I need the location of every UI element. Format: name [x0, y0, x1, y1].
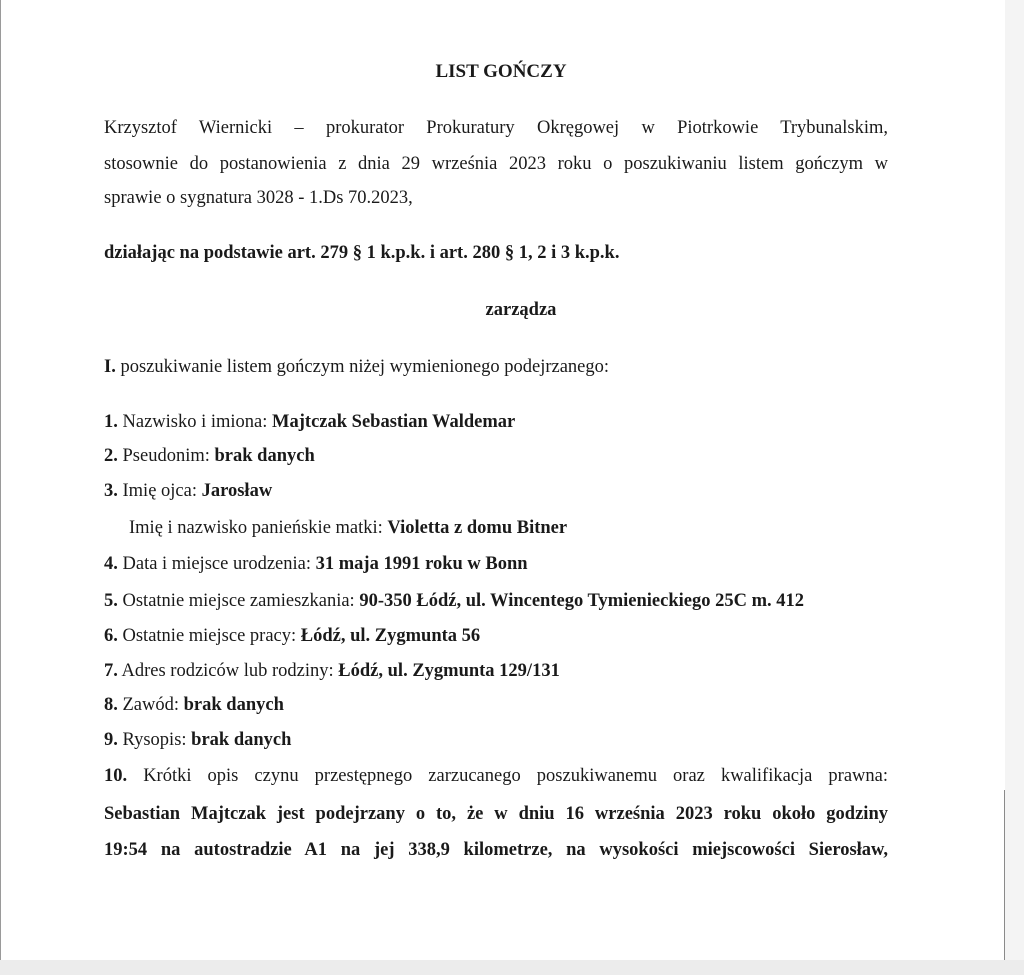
- item-value: brak danych: [183, 695, 284, 715]
- item-5: [104, 592, 804, 611]
- document-title: LIST GOŃCZY: [435, 61, 567, 82]
- section-I-number: I.: [104, 357, 116, 377]
- item-10-body-line-2: 19:54 na autostradzie A1 na jej 338,9 kilometrze, na wysokości miejscowości Sierosław,: [104, 840, 888, 860]
- order-word: zarządza: [485, 300, 557, 320]
- item-number: 4.: [104, 554, 118, 574]
- item-number: 3.: [104, 481, 118, 501]
- item-value: Łódź, ul. Zygmunta 129/131: [338, 661, 560, 681]
- legal-basis: działając na podstawie art. 279 § 1 k.p.k. i art. 280 § 1, 2 i 3 k.p.k.: [104, 243, 620, 263]
- page-edge-line: [1004, 790, 1005, 960]
- item-label: Ostatnie miejsce zamieszkania:: [122, 591, 355, 611]
- item-4: [104, 555, 528, 574]
- item-2: [104, 447, 315, 466]
- item-value: 90-350 Łódź, ul. Wincentego Tymienieckiego 25C m. 412: [359, 591, 804, 611]
- item-value: Majtczak Sebastian Waldemar: [272, 412, 516, 432]
- item-6: [104, 627, 480, 646]
- item-9: [104, 731, 291, 750]
- item-value: brak danych: [214, 446, 315, 466]
- item-8: [104, 696, 284, 715]
- item-label: Krótki opis czynu przestępnego zarzucanego poszukiwanemu oraz kwalifikacja prawna:: [143, 766, 889, 786]
- item-number: 8.: [104, 695, 118, 715]
- item-value: Łódź, ul. Zygmunta 56: [300, 626, 481, 646]
- item-value: brak danych: [191, 730, 292, 750]
- item-value: Violetta z domu Bitner: [387, 518, 568, 538]
- item-number: 7.: [104, 661, 118, 681]
- item-number: 1.: [104, 412, 118, 432]
- item-1: [104, 413, 515, 432]
- intro-line-3: sprawie o sygnatura 3028 - 1.Ds 70.2023,: [104, 188, 413, 208]
- item-number: 6.: [104, 626, 118, 646]
- item-3-mother: [129, 519, 567, 538]
- item-label: Imię ojca:: [122, 481, 197, 501]
- item-10: [104, 767, 888, 786]
- viewer-bottom-band: [0, 960, 1024, 975]
- section-I: [104, 358, 609, 377]
- item-label: Nazwisko i imiona:: [122, 412, 268, 432]
- item-label: Rysopis:: [122, 730, 187, 750]
- intro-line-1: Krzysztof Wiernicki – prokurator Prokuratury Okręgowej w Piotrkowie Trybunalskim,: [104, 118, 888, 138]
- intro-line-2: stosownie do postanowienia z dnia 29 września 2023 roku o poszukiwaniu listem gończym w: [104, 154, 888, 174]
- item-number: 9.: [104, 730, 118, 750]
- item-label: Adres rodziców lub rodziny:: [121, 661, 334, 681]
- section-I-text: poszukiwanie listem gończym niżej wymienionego podejrzanego:: [120, 357, 610, 377]
- item-label: Imię i nazwisko panieńskie matki:: [129, 518, 383, 538]
- item-7: [104, 662, 560, 681]
- item-number: 10.: [104, 766, 128, 786]
- item-label: Pseudonim:: [122, 446, 210, 466]
- item-value: 31 maja 1991 roku w Bonn: [315, 554, 528, 574]
- item-value: Jarosław: [201, 481, 273, 501]
- item-3: [104, 482, 272, 501]
- item-number: 5.: [104, 591, 118, 611]
- item-label: Ostatnie miejsce pracy:: [122, 626, 297, 646]
- item-label: Data i miejsce urodzenia:: [122, 554, 312, 574]
- item-10-body-line-1: Sebastian Majtczak jest podejrzany o to, że w dniu 16 września 2023 roku około godziny: [104, 804, 888, 824]
- item-number: 2.: [104, 446, 118, 466]
- item-label: Zawód:: [122, 695, 180, 715]
